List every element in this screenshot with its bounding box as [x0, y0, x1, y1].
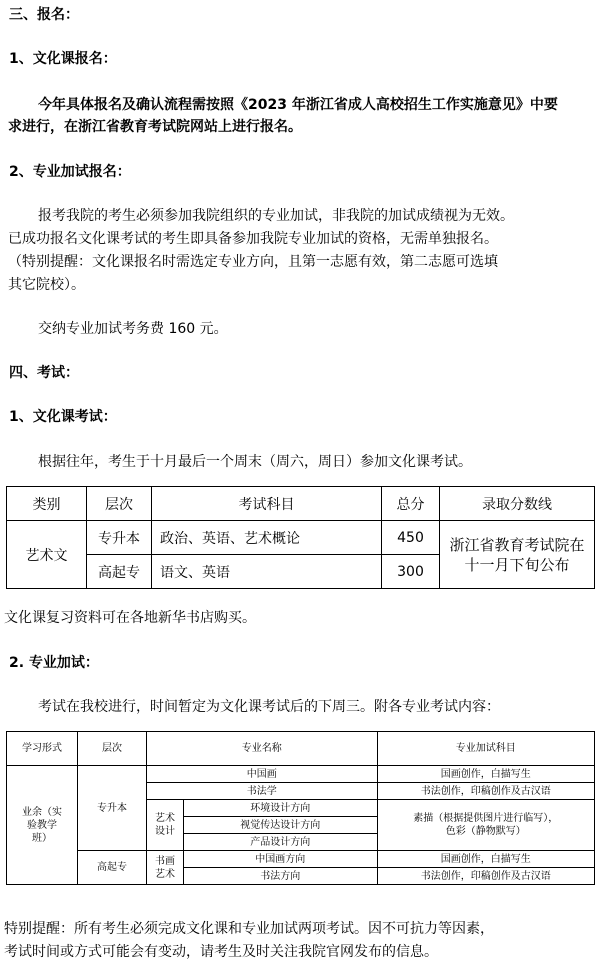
table-cell: 书法创作，印稿创作及古汉语: [377, 868, 594, 885]
category-line: 艺术: [155, 868, 175, 880]
paragraph: 今年具体报名及确认流程需按照《2023 年浙江省成人高校招生工作实施意见》中要: [38, 97, 558, 113]
table-cell: 300: [382, 555, 440, 589]
table-header: 录取分数线: [440, 487, 595, 521]
table-cell: 政治、英语、艺术概论: [152, 521, 382, 555]
paragraph: 考试时间或方式可能会有变动，请考生及时关注我院官网发布的信息。: [4, 944, 438, 960]
table-cell: 国画创作，白描写生: [377, 766, 594, 783]
table-cell: [440, 521, 595, 589]
subject-line: 色彩（静物默写）: [445, 826, 526, 837]
paragraph: 根据往年，考生于十月最后一个周末（周六，周日）参加文化课考试。: [38, 454, 472, 470]
table-cell: [7, 766, 78, 885]
table-cell: [147, 800, 184, 851]
paragraph: 其它院校）。: [8, 277, 85, 293]
table-cell: 书法学: [147, 783, 378, 800]
table-cell: 产品设计方向: [184, 834, 378, 851]
specialty-exam-table: [6, 731, 595, 885]
table-header: 层次: [78, 732, 147, 766]
section-4-title: 四、考试：: [9, 365, 79, 381]
subject-line: 素描（根据提供图片进行临写），: [413, 813, 559, 824]
paragraph: 报考我院的考生必须参加我院组织的专业加试，非我院的加试成绩视为无效。: [38, 208, 514, 224]
category-line: 艺术: [155, 813, 175, 824]
table-cell: 环境设计方向: [184, 800, 378, 817]
table-header: 层次: [87, 487, 152, 521]
table-header: 学习形式: [7, 732, 78, 766]
table-cell: 视觉传达设计方向: [184, 817, 378, 834]
table-header: 考试科目: [152, 487, 382, 521]
table-cell: 书法方向: [184, 868, 378, 885]
paragraph: （特别提醒：文化课报名时需选定专业方向，且第一志愿有效，第二志愿可选填: [8, 254, 498, 270]
cutoff-line-2: 十一月下旬公布: [464, 555, 570, 574]
category-line: 书画: [155, 855, 175, 867]
section-4-1-title: 1、文化课考试：: [9, 409, 117, 425]
paragraph: 特别提醒：所有考生必须完成文化课和专业加试两项考试。因不可抗力等因素，: [4, 921, 494, 937]
table-cell: 书法创作，印稿创作及古汉语: [377, 783, 594, 800]
form-line: 验教学: [27, 819, 57, 831]
table-cell: 450: [382, 521, 440, 555]
form-line: 业余（实: [22, 806, 62, 818]
paragraph: 交纳专业加试考务费 160 元。: [38, 321, 228, 337]
table-cell: 专升本: [87, 521, 152, 555]
section-3-2-title: 2、专业加试报名：: [9, 164, 131, 180]
paragraph: 已成功报名文化课考试的考生即具备参加我院专业加试的资格，无需单独报名。: [8, 231, 498, 247]
table-cell: 中国画: [147, 766, 378, 783]
table-cell: 语文、英语: [152, 555, 382, 589]
table-cell: [377, 800, 594, 851]
table-cell: 艺术文: [7, 521, 87, 589]
table-header: 总分: [382, 487, 440, 521]
table-cell: [147, 851, 184, 885]
section-3-title: 三、报名：: [9, 7, 79, 23]
paragraph: 考试在我校进行，时间暂定为文化课考试后的下周三。附各专业考试内容：: [38, 699, 500, 715]
table-cell: 国画创作，白描写生: [377, 851, 594, 868]
section-3-1-title: 1、文化课报名：: [9, 51, 117, 67]
table-cell: 高起专: [78, 851, 147, 885]
form-line: 班）: [32, 832, 52, 844]
table-header: 专业名称: [147, 732, 378, 766]
culture-exam-table: [6, 486, 595, 589]
paragraph: 文化课复习资料可在各地新华书店购买。: [4, 610, 256, 626]
table-cell: 专升本: [78, 766, 147, 851]
table-header: 专业加试科目: [377, 732, 594, 766]
table-header: 类别: [7, 487, 87, 521]
paragraph: 求进行，在浙江省教育考试院网站上进行报名。: [8, 119, 302, 135]
cutoff-line-1: 浙江省教育考试院在: [449, 535, 585, 554]
table-cell: 高起专: [87, 555, 152, 589]
category-line: 设计: [155, 826, 175, 837]
section-4-2-title: 2. 专业加试：: [9, 655, 99, 671]
table-cell: 中国画方向: [184, 851, 378, 868]
